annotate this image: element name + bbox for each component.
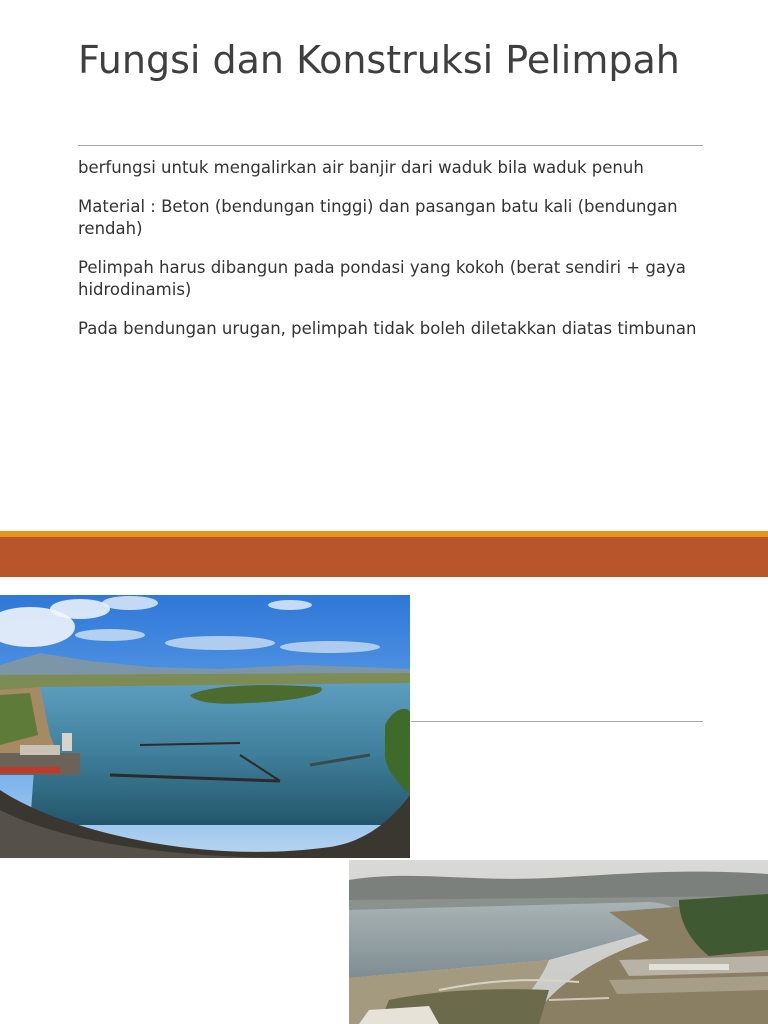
accent-bar-rust [0, 537, 768, 577]
bullet-item: Material : Beton (bendungan tinggi) dan pasangan batu kali (bendungan rendah) [78, 197, 678, 238]
image-divider [411, 721, 703, 722]
bullet-list [78, 157, 706, 357]
reservoir-spillway-photo [349, 860, 768, 1024]
bullet-item: Pelimpah harus dibangun pada pondasi yang kokoh (berat sendiri + gaya hidrodinamis) [78, 258, 686, 299]
reservoir-dam-photo [0, 595, 410, 858]
title-divider [78, 145, 703, 146]
bullet-item: Pada bendungan urugan, pelimpah tidak boleh diletakkan diatas timbunan [78, 319, 697, 338]
slide-title: Fungsi dan Konstruksi Pelimpah [78, 38, 680, 82]
bullet-item: berfungsi untuk mengalirkan air banjir dari waduk bila waduk penuh [78, 158, 644, 177]
